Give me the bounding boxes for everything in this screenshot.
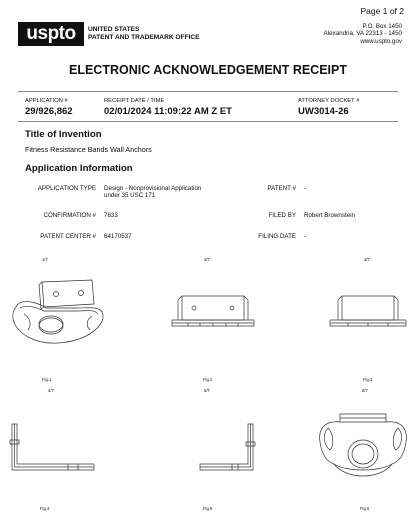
figure-3-drawing <box>328 290 408 334</box>
org-name <box>88 26 200 42</box>
application-number-value: 29/926,862 <box>25 106 73 117</box>
sheet-label-2: 2/7 <box>204 257 210 262</box>
receipt-date-value: 02/01/2024 11:09:22 AM Z ET <box>104 106 232 117</box>
sheet-label-3: 3/7 <box>364 257 370 262</box>
address-line-3[interactable]: www.uspto.gov <box>360 37 402 45</box>
figure-caption-4: Fig.4 <box>40 506 50 511</box>
application-type-value <box>104 185 201 200</box>
org-line-2: PATENT AND TRADEMARK OFFICE <box>88 34 200 41</box>
attorney-docket-value: UW3014-26 <box>298 106 349 117</box>
filing-date-value: - <box>304 233 307 240</box>
org-line-1: UNITED STATES <box>88 26 140 33</box>
filing-date-label: FILING DATE <box>258 233 296 240</box>
invention-title: Fitness Resistance Bands Wall Anchors <box>25 145 152 154</box>
application-type-label: APPLICATION TYPE <box>37 185 96 192</box>
page-number: Page 1 of 2 <box>360 6 404 16</box>
receipt-title: ELECTRONIC ACKNOWLEDGEMENT RECEIPT <box>68 63 347 77</box>
application-number-label: APPLICATION # <box>25 98 68 104</box>
application-type-line-2: under 35 USC 171 <box>104 192 156 200</box>
patent-number-label: PATENT # <box>267 185 296 192</box>
confirmation-value: 7633 <box>104 212 118 219</box>
receipt-date-label: RECEIPT DATE / TIME <box>104 98 165 104</box>
figure-2-drawing <box>170 290 256 334</box>
patent-number-value: - <box>304 185 307 192</box>
divider-top <box>18 91 398 92</box>
address-line-1: P.O. Box 1450 <box>362 23 402 30</box>
figure-1-drawing <box>6 276 118 348</box>
filed-by-value: Robert Brownstein <box>304 212 355 219</box>
sheet-label-6: 6/7 <box>362 388 368 393</box>
patent-center-label: PATENT CENTER # <box>40 233 96 240</box>
figure-caption-1: Fig.1 <box>42 377 52 382</box>
figure-4-drawing <box>8 420 98 478</box>
application-type-line-1: Design - Nonprovisional Application <box>104 185 202 192</box>
sheet-label-1: 1/7 <box>42 257 48 262</box>
figure-caption-2: Fig.2 <box>203 377 213 382</box>
address-line-2: Alexandria, VA 22313 - 1450 <box>323 30 402 38</box>
confirmation-label: CONFIRMATION # <box>43 212 96 219</box>
figure-caption-5: Fig.5 <box>203 506 213 511</box>
sheet-label-4: 4/7 <box>48 388 54 393</box>
invention-heading: Title of Invention <box>25 129 102 140</box>
uspto-logo: uspto <box>18 22 84 46</box>
filed-by-label: FILED BY <box>268 212 296 219</box>
office-address <box>324 23 402 45</box>
sheet-label-5: 5/7 <box>204 388 210 393</box>
figure-caption-6: Fig.6 <box>360 506 370 511</box>
patent-center-value: 64170537 <box>104 233 132 240</box>
divider-bottom <box>18 121 398 122</box>
figure-caption-3: Fig.3 <box>363 377 373 382</box>
attorney-docket-label: ATTORNEY DOCKET # <box>298 98 360 104</box>
figure-6-drawing <box>316 408 410 488</box>
figure-5-drawing <box>196 420 258 478</box>
application-info-heading: Application Information <box>25 163 133 174</box>
